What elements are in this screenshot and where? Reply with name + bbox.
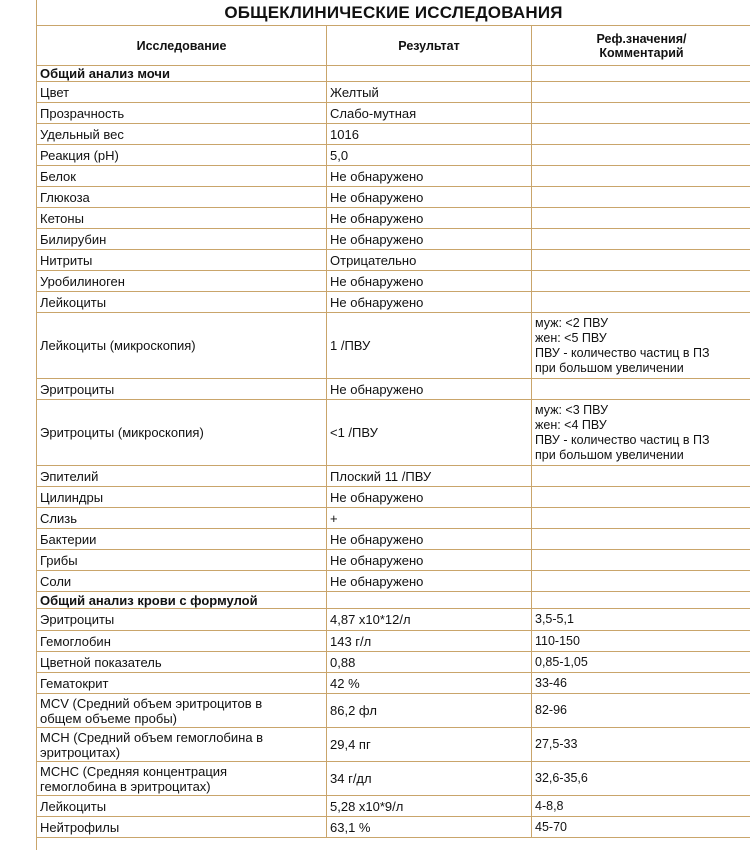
ref-comment <box>532 400 750 466</box>
table-row <box>37 292 750 313</box>
table-row <box>37 728 750 762</box>
test-result: Не обнаружено <box>327 571 532 592</box>
test-name: Гематокрит <box>37 673 327 694</box>
test-result: 4,87 х10*12/л <box>327 609 532 631</box>
table-row <box>37 508 750 529</box>
ref-line: при большом увеличении <box>535 447 684 462</box>
ref-value: 0,85-1,05 <box>532 652 750 673</box>
table-row <box>37 550 750 571</box>
ref-value: 110-150 <box>532 631 750 652</box>
test-name: Глюкоза <box>37 187 327 208</box>
ref-line: муж: <2 ПВУ <box>535 315 609 330</box>
test-name: Гемоглобин <box>37 631 327 652</box>
test-result: Отрицательно <box>327 250 532 271</box>
test-name: Цвет <box>37 82 327 103</box>
section-row <box>37 66 750 82</box>
ref-comment <box>532 313 750 379</box>
ref-value: 33-46 <box>532 673 750 694</box>
test-result: Не обнаружено <box>327 292 532 313</box>
test-result: 42 % <box>327 673 532 694</box>
table-row <box>37 817 750 838</box>
test-name <box>37 762 327 796</box>
test-result: 86,2 фл <box>327 694 532 728</box>
ref-value: 27,5-33 <box>532 728 750 762</box>
ref-line: жен: <4 ПВУ <box>535 417 607 432</box>
test-result: <1 /ПВУ <box>327 400 532 466</box>
test-result: 34 г/дл <box>327 762 532 796</box>
test-result: 5,28 х10*9/л <box>327 796 532 817</box>
test-name: Цилиндры <box>37 487 327 508</box>
header-ref <box>532 26 750 66</box>
test-name <box>37 728 327 762</box>
test-name-line: MCV (Средний объем эритроцитов в <box>40 695 263 711</box>
test-name: Реакция (pH) <box>37 145 327 166</box>
test-result: Не обнаружено <box>327 550 532 571</box>
table-row <box>37 208 750 229</box>
table-header-row <box>37 26 750 66</box>
table-row <box>37 762 750 796</box>
test-result: Не обнаружено <box>327 229 532 250</box>
test-result: Не обнаружено <box>327 271 532 292</box>
test-name: Прозрачность <box>37 103 327 124</box>
ref-line: жен: <5 ПВУ <box>535 330 607 345</box>
test-name: Слизь <box>37 508 327 529</box>
test-result: Желтый <box>327 82 532 103</box>
test-result: Не обнаружено <box>327 487 532 508</box>
table-row <box>37 529 750 550</box>
ref-value: 45-70 <box>532 817 750 838</box>
table-row <box>37 145 750 166</box>
page-title: ОБЩЕКЛИНИЧЕСКИЕ ИССЛЕДОВАНИЯ <box>224 3 563 22</box>
test-name: Билирубин <box>37 229 327 250</box>
test-name: Бактерии <box>37 529 327 550</box>
table-row <box>37 229 750 250</box>
table-row <box>37 187 750 208</box>
table-row <box>37 250 750 271</box>
table-row <box>37 379 750 400</box>
ref-line: при большом увеличении <box>535 360 684 375</box>
test-name-line: гемоглобина в эритроцитах) <box>40 778 211 794</box>
test-name: Грибы <box>37 550 327 571</box>
table-row <box>37 652 750 673</box>
table-row <box>37 313 750 379</box>
section-blood-title: Общий анализ крови с формулой <box>37 592 327 609</box>
ref-value: 82-96 <box>532 694 750 728</box>
table-row <box>37 673 750 694</box>
table-row <box>37 571 750 592</box>
test-name: Белок <box>37 166 327 187</box>
table-row <box>37 400 750 466</box>
test-name: Лейкоциты <box>37 796 327 817</box>
test-name: Цветной показатель <box>37 652 327 673</box>
test-name: Удельный вес <box>37 124 327 145</box>
test-result: 5,0 <box>327 145 532 166</box>
table-row <box>37 466 750 487</box>
test-name: Нитриты <box>37 250 327 271</box>
test-name: Эпителий <box>37 466 327 487</box>
table-row <box>37 103 750 124</box>
ref-line: ПВУ - количество частиц в ПЗ <box>535 345 710 360</box>
test-result: Не обнаружено <box>327 166 532 187</box>
test-result: 1016 <box>327 124 532 145</box>
table-row <box>37 166 750 187</box>
test-result: Не обнаружено <box>327 529 532 550</box>
test-name-line: MCH (Средний объем гемоглобина в <box>40 729 264 745</box>
header-result: Результат <box>327 26 532 66</box>
ref-line: ПВУ - количество частиц в ПЗ <box>535 432 710 447</box>
header-test: Исследование <box>37 26 327 66</box>
test-name: Уробилиноген <box>37 271 327 292</box>
test-result: + <box>327 508 532 529</box>
table-row <box>37 609 750 631</box>
ref-line: муж: <3 ПВУ <box>535 402 609 417</box>
test-result: 63,1 % <box>327 817 532 838</box>
test-result: 29,4 пг <box>327 728 532 762</box>
test-name: Соли <box>37 571 327 592</box>
test-name: Эритроциты (микроскопия) <box>37 400 327 466</box>
table-row <box>37 694 750 728</box>
test-name-line: общем объеме пробы) <box>40 710 178 726</box>
test-result: 1 /ПВУ <box>327 313 532 379</box>
lab-results-table <box>36 25 750 838</box>
test-result: Слабо-мутная <box>327 103 532 124</box>
section-row <box>37 592 750 609</box>
test-result: Плоский 11 /ПВУ <box>327 466 532 487</box>
test-name-line: эритроцитах) <box>40 744 121 760</box>
test-result: 0,88 <box>327 652 532 673</box>
table-row <box>37 487 750 508</box>
ref-value: 4-8,8 <box>532 796 750 817</box>
test-name-line: MCHC (Средняя концентрация <box>40 763 228 779</box>
table-row <box>37 796 750 817</box>
test-name: Эритроциты <box>37 379 327 400</box>
test-name <box>37 694 327 728</box>
header-ref-line2: Комментарий <box>599 45 684 60</box>
test-name: Лейкоциты <box>37 292 327 313</box>
test-result: Не обнаружено <box>327 379 532 400</box>
table-row <box>37 82 750 103</box>
section-urine-title: Общий анализ мочи <box>37 66 327 82</box>
table-row <box>37 124 750 145</box>
test-result: 143 г/л <box>327 631 532 652</box>
table-row <box>37 631 750 652</box>
test-result: Не обнаружено <box>327 208 532 229</box>
test-name: Кетоны <box>37 208 327 229</box>
ref-value: 3,5-5,1 <box>532 609 750 631</box>
test-result: Не обнаружено <box>327 187 532 208</box>
table-row <box>37 271 750 292</box>
test-name: Нейтрофилы <box>37 817 327 838</box>
header-ref-line1: Реф.значения/ <box>596 31 687 46</box>
test-name: Эритроциты <box>37 609 327 631</box>
ref-value: 32,6-35,6 <box>532 762 750 796</box>
test-name: Лейкоциты (микроскопия) <box>37 313 327 379</box>
